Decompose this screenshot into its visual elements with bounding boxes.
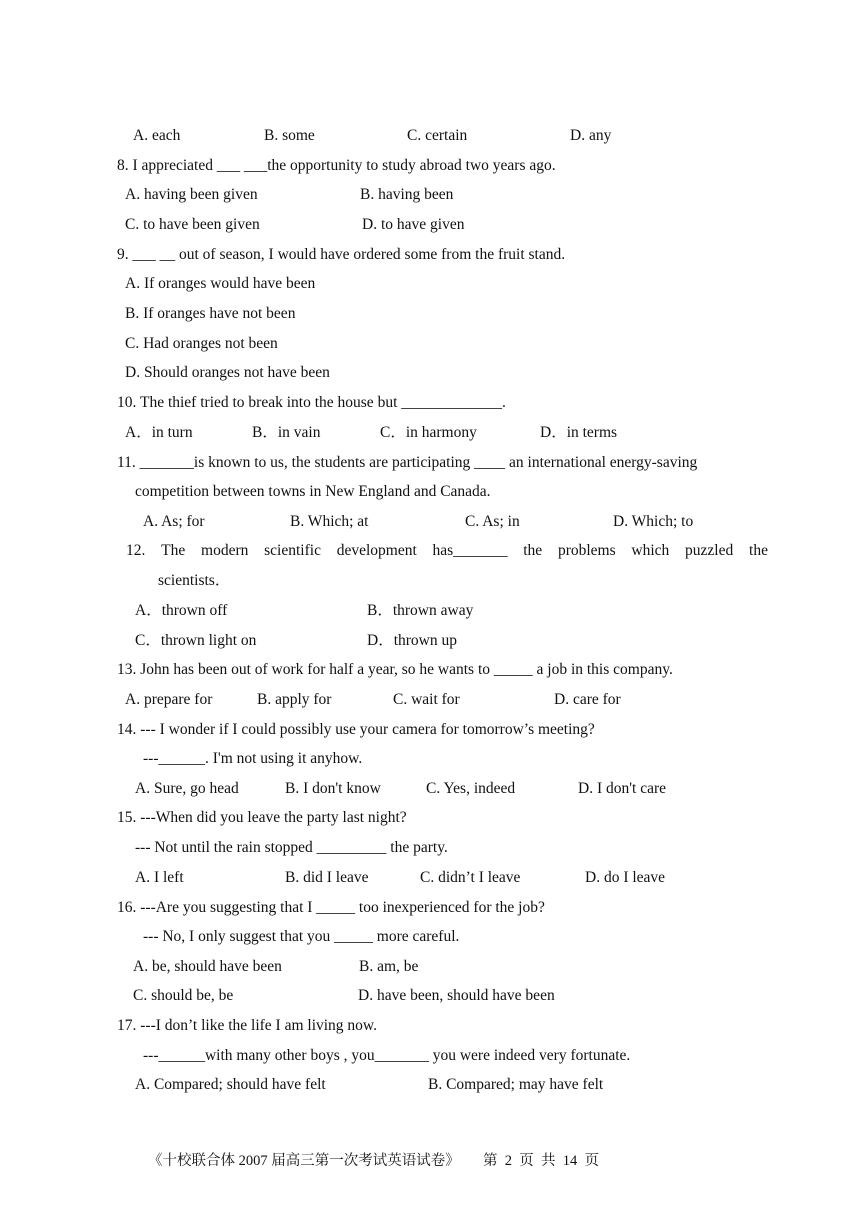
option-d: D. have been, should have been	[358, 987, 555, 1004]
question-stem: 16. ---Are you suggesting that I _____ too inexperienced for the job?	[117, 899, 545, 916]
option-d: D．thrown up	[367, 632, 457, 649]
stem-word: development	[336, 542, 417, 559]
option-a: A. As; for	[143, 513, 205, 530]
question-stem-continued: competition between towns in New England and Canada.	[135, 483, 491, 500]
question-stem: 8. I appreciated ___ ___the opportunity to study abroad two years ago.	[117, 157, 556, 174]
option-b: B. am, be	[359, 958, 419, 975]
option-d: D. to have given	[362, 216, 465, 233]
option-d: D. Which; to	[613, 513, 694, 530]
option-d: D. I don't care	[578, 780, 667, 797]
question-stem: 15. ---When did you leave the party last night?	[117, 809, 407, 826]
option-b: B. Compared; may have felt	[428, 1076, 604, 1093]
option-c: C. should be, be	[133, 987, 234, 1004]
option-b: B. apply for	[257, 691, 332, 708]
option-d: D. any	[570, 127, 612, 144]
question-stem: 17. ---I don’t like the life I am living now.	[117, 1017, 377, 1034]
footer-exam-title: 《十校联合体 2007 届高三第一次考试英语试卷》	[148, 1153, 460, 1169]
option-a: A. Compared; should have felt	[135, 1076, 326, 1093]
option-a: A．in turn	[125, 424, 193, 441]
option-d: D. Should oranges not have been	[125, 364, 330, 381]
stem-word: the	[523, 542, 543, 559]
option-b: B. I don't know	[285, 780, 381, 797]
option-b: B. having been	[360, 186, 454, 203]
stem-word: The	[161, 542, 186, 559]
option-b: B. If oranges have not been	[125, 305, 296, 322]
question-stem: 11. _______is known to us, the students are participating ____ an international energy-saving	[117, 454, 698, 471]
option-c: C．thrown light on	[135, 632, 257, 649]
question-stem: 9. ___ __ out of season, I would have ordered some from the fruit stand.	[117, 246, 566, 263]
stem-word: 12.	[126, 542, 146, 559]
stem-word: has_______	[432, 542, 508, 559]
question-stem: 14. --- I wonder if I could possibly use your camera for tomorrow’s meeting?	[117, 721, 595, 738]
option-c: C. Had oranges not been	[125, 335, 278, 352]
question-stem: 13. John has been out of work for half a year, so he wants to _____ a job in this company.	[117, 661, 673, 678]
option-c: C. certain	[407, 127, 468, 144]
dialog-reply: --- Not until the rain stopped _________ the party.	[135, 839, 448, 856]
option-b: B. Which; at	[290, 513, 369, 530]
stem-word: modern	[201, 542, 249, 559]
dialog-reply: --- No, I only suggest that you _____ more careful.	[143, 928, 460, 945]
option-b: B．thrown away	[367, 602, 474, 619]
option-a: A. be, should have been	[133, 958, 282, 975]
option-c: C. As; in	[465, 513, 520, 530]
option-a: A. Sure, go head	[135, 780, 239, 797]
option-d: D．in terms	[540, 424, 618, 441]
option-a: A. each	[133, 127, 181, 144]
option-a: A. prepare for	[125, 691, 213, 708]
option-d: D. care for	[554, 691, 621, 708]
option-b: B. some	[264, 127, 315, 144]
question-stem: 10. The thief tried to break into the house but _____________.	[117, 394, 506, 411]
stem-word: scientific	[264, 542, 321, 559]
footer-page-number: 第 2 页 共 14 页	[483, 1153, 599, 1169]
stem-word: puzzled	[685, 542, 734, 559]
option-d: D. do I leave	[585, 869, 666, 886]
option-c: C. to have been given	[125, 216, 260, 233]
option-c: C．in harmony	[380, 424, 477, 441]
option-b: B. did I leave	[285, 869, 369, 886]
option-a: A. If oranges would have been	[125, 275, 316, 292]
question-stem-continued: scientists．	[158, 572, 231, 589]
stem-word: problems	[557, 542, 616, 559]
option-c: C. Yes, indeed	[426, 780, 516, 797]
stem-word: which	[631, 542, 670, 559]
option-c: C. didn’t I leave	[420, 869, 521, 886]
dialog-reply: ---______. I'm not using it anyhow.	[143, 750, 363, 767]
option-a: A. I left	[135, 869, 184, 886]
option-a: A. having been given	[125, 186, 258, 203]
question-stem	[126, 541, 768, 561]
dialog-reply: ---______with many other boys , you_______ you were indeed very fortunate.	[143, 1047, 631, 1064]
stem-word: the	[749, 542, 768, 559]
option-b: B．in vain	[252, 424, 321, 441]
option-c: C. wait for	[393, 691, 460, 708]
option-a: A．thrown off	[135, 602, 228, 619]
